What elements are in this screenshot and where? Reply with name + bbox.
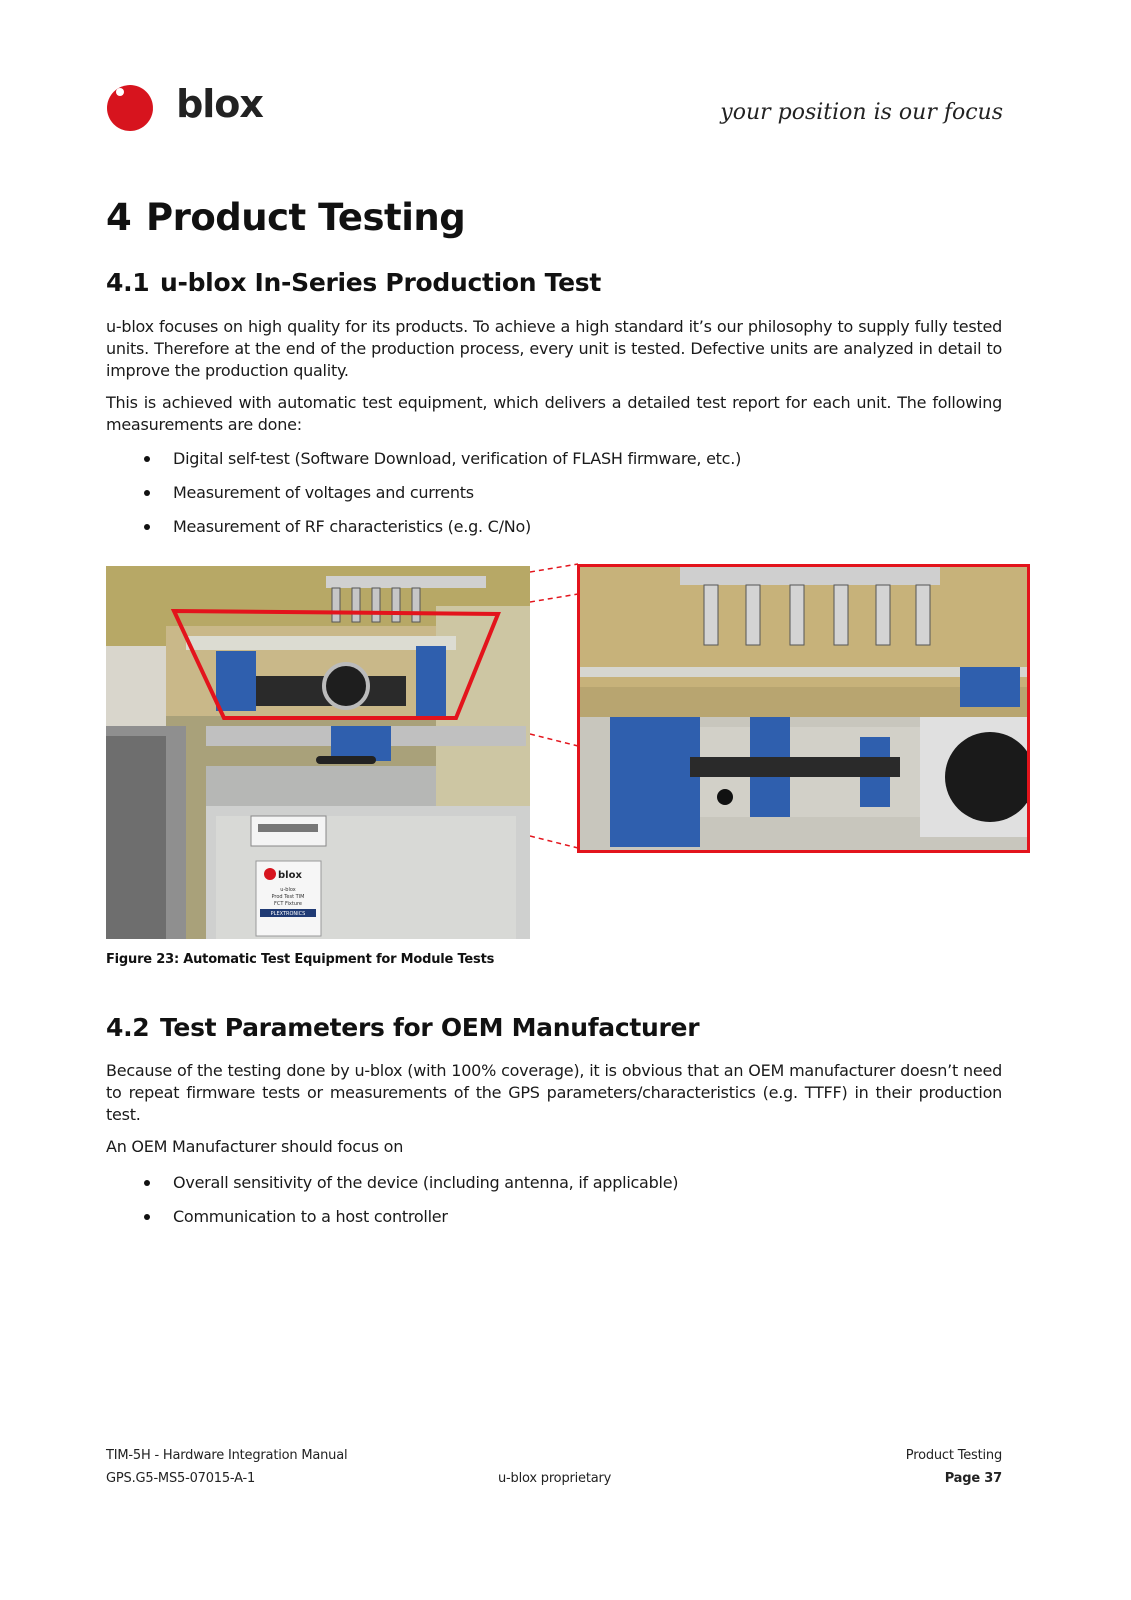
list-item-text: Digital self-test (Software Download, verification of FLASH firmware, etc.) (173, 449, 742, 468)
list-item (106, 482, 1002, 516)
footer-proprietary: u-blox proprietary (498, 1471, 612, 1486)
chapter-title (106, 196, 465, 239)
list-item-text: Communication to a host controller (173, 1207, 448, 1226)
footer-page-number: Page 37 (944, 1471, 1002, 1486)
section-heading-4-1 (106, 268, 601, 297)
bullet-icon (144, 1180, 150, 1186)
test-equipment-photo (106, 566, 530, 939)
list-item (106, 1172, 1002, 1206)
footer-doc-id: GPS.G5-MS5-07015-A-1 (106, 1471, 256, 1486)
logo-blox: blox (176, 82, 263, 126)
zoom-connector-lines (530, 562, 580, 852)
paragraph: Because of the testing done by u-blox (with 100% coverage), it is obvious that an OEM manufacturer doesn’t need to repeat firmware tests or measurements of the GPS parameters/characteristics (e.g. TTFF) in their production test. (106, 1061, 1002, 1124)
paragraph: An OEM Manufacturer should focus on (106, 1137, 404, 1156)
bullet-list (106, 1172, 1002, 1240)
zoom-detail-photo (577, 564, 1030, 853)
chapter-title-text: Product Testing (146, 196, 466, 239)
bullet-icon (144, 490, 150, 496)
paragraph: u-blox focuses on high quality for its products. To achieve a high standard it’s our philosophy to supply fully tested units. Therefore at the end of the production process, every unit is tested. Defective units are analyzed in detail to improve the production quality. (106, 317, 1002, 380)
section-heading-4-2 (106, 1013, 699, 1042)
list-item (106, 1206, 1002, 1240)
section-number: 4.1 (106, 268, 150, 297)
bullet-icon (144, 456, 150, 462)
list-item-text: Measurement of RF characteristics (e.g. C/No) (173, 517, 531, 536)
list-item (106, 448, 1002, 482)
figure-caption: Figure 23: Automatic Test Equipment for Module Tests (106, 952, 495, 967)
fixture-label-logo: blox (278, 870, 302, 881)
fixture-label-brand: PLEXTRONICS (270, 911, 306, 917)
ublox-logo (106, 82, 263, 134)
list-item-text: Measurement of voltages and currents (173, 483, 474, 502)
bullet-icon (144, 524, 150, 530)
fixture-label-line: Prod Test TIM (271, 894, 305, 900)
section-number: 4.2 (106, 1013, 150, 1042)
logo-circle-icon (106, 82, 154, 134)
fixture-label-line: FCT Fixture (273, 901, 303, 907)
paragraph: This is achieved with automatic test equipment, which delivers a detailed test report for each unit. The following measurements are done: (106, 393, 1002, 434)
chapter-number: 4 (106, 196, 132, 239)
bullet-icon (144, 1214, 150, 1220)
logo-wordmark (150, 82, 263, 126)
bullet-list (106, 448, 1002, 550)
tagline: your position is our focus (720, 100, 1003, 125)
footer-section: Product Testing (905, 1448, 1002, 1463)
footer-doc-title: TIM-5H - Hardware Integration Manual (106, 1448, 348, 1463)
section-title: u-blox In-Series Production Test (160, 268, 601, 297)
fixture-label-line: u-blox (280, 887, 296, 893)
list-item (106, 516, 1002, 550)
section-title: Test Parameters for OEM Manufacturer (160, 1013, 700, 1042)
logo-u: u (150, 82, 177, 126)
list-item-text: Overall sensitivity of the device (including antenna, if applicable) (173, 1173, 679, 1192)
